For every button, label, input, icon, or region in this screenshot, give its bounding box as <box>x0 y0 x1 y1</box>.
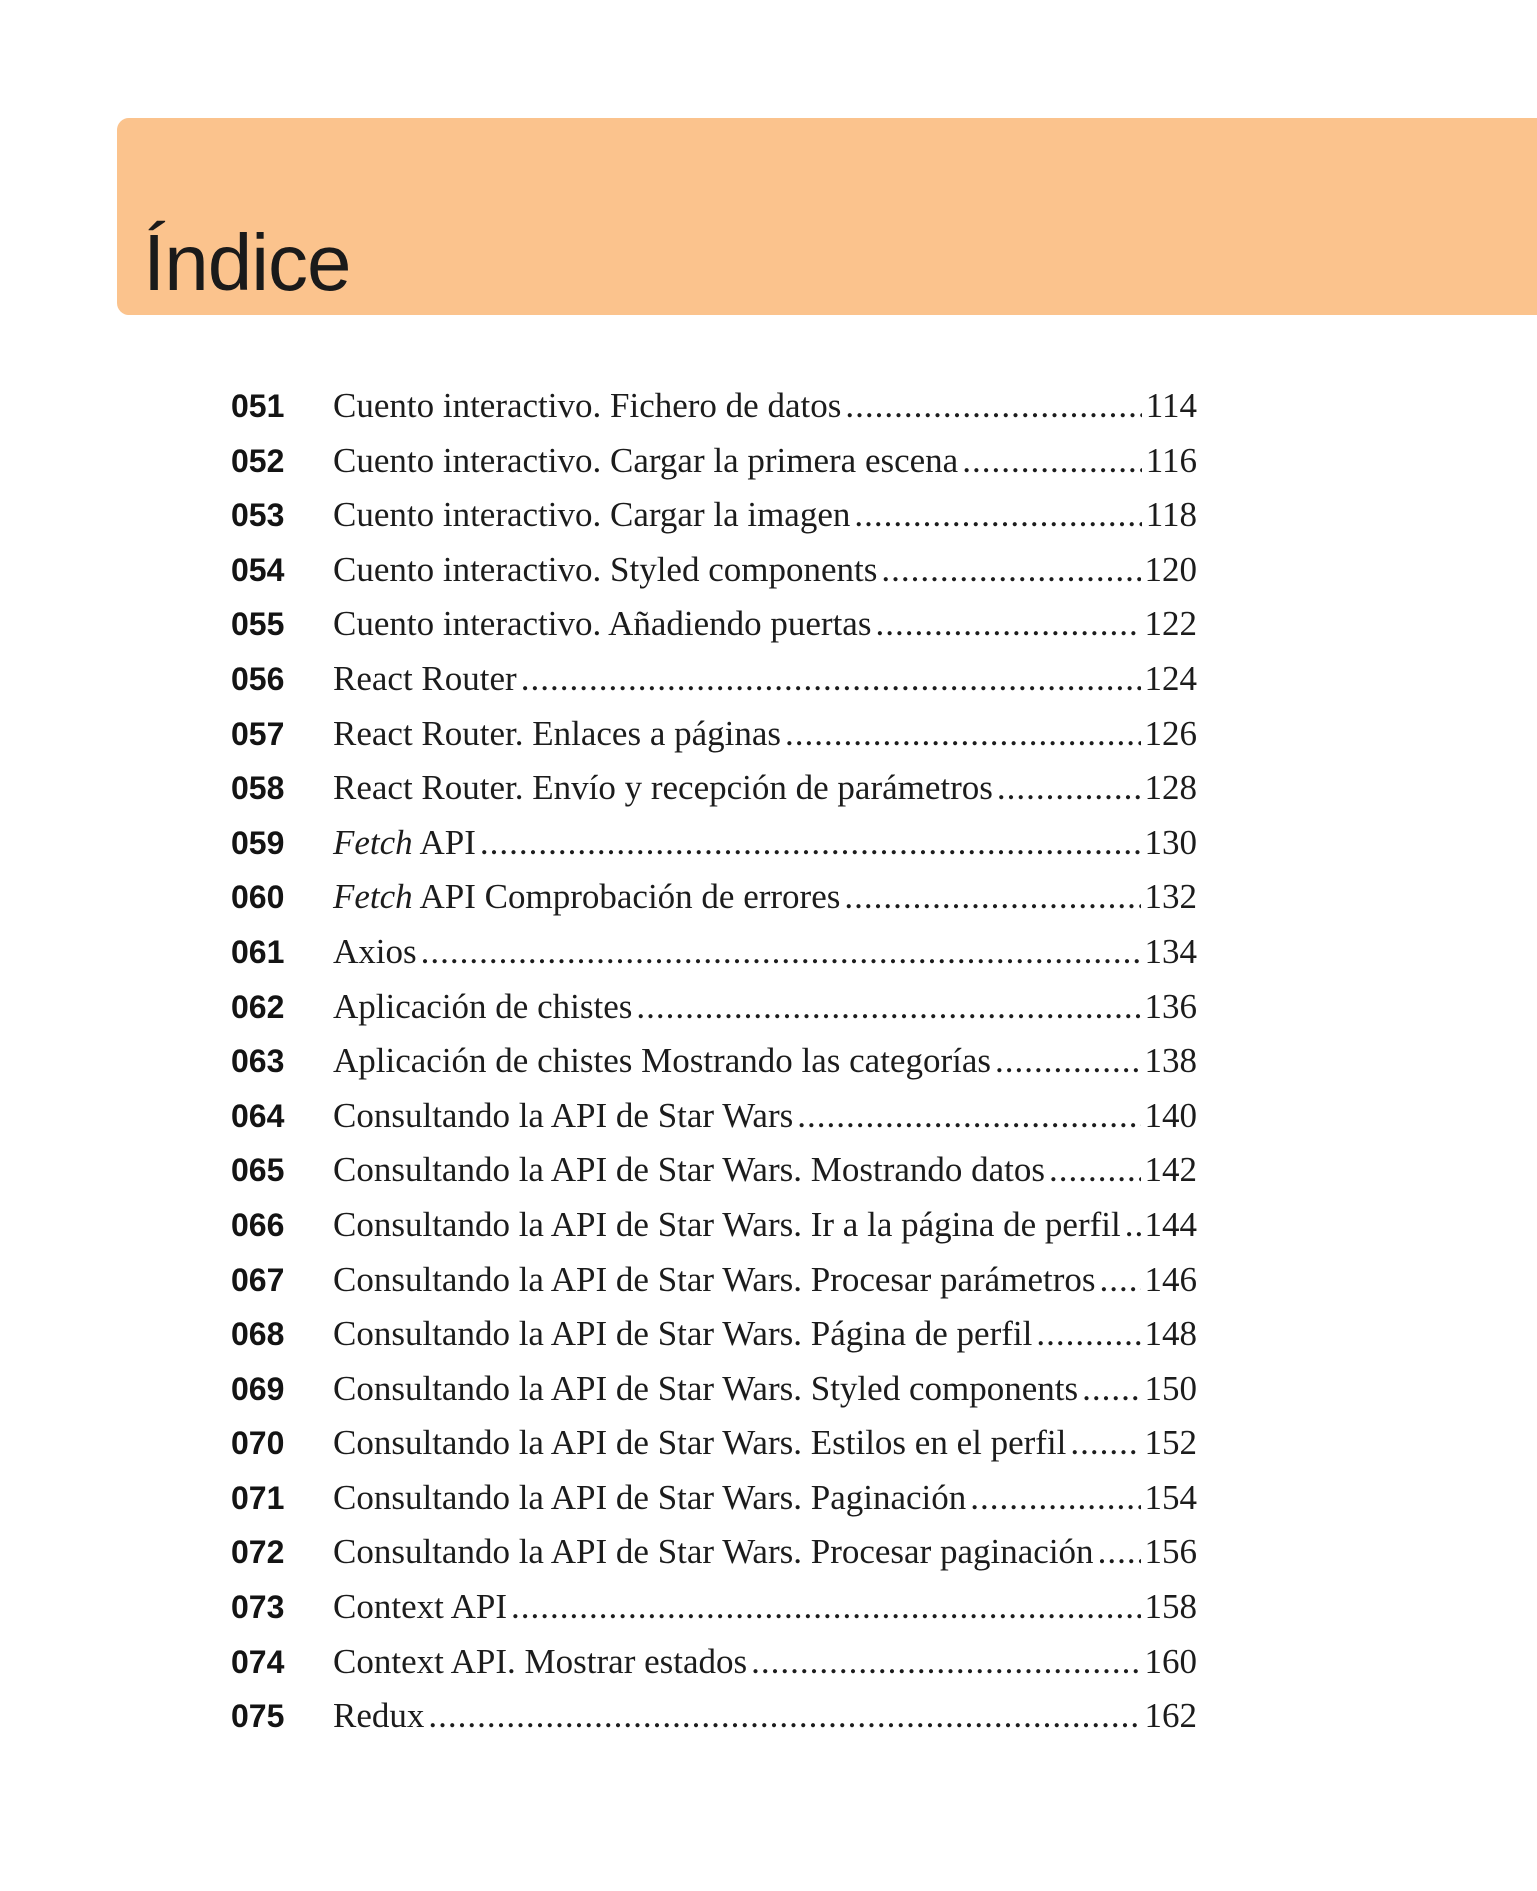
toc-entry-number: 052 <box>231 442 285 479</box>
toc-dot-leader <box>428 1689 1140 1744</box>
toc-entry-number: 063 <box>231 1043 285 1080</box>
toc-entry-number: 072 <box>231 1534 285 1571</box>
toc-entry-title <box>333 1089 793 1144</box>
toc-entry-title-text: Consultando la API de Star Wars. Mostrando datos <box>333 1150 1046 1190</box>
toc-entry[interactable] <box>231 1198 1197 1253</box>
toc-entry-number: 075 <box>231 1698 285 1735</box>
toc-entry-title-text: Cuento interactivo. Styled components <box>333 549 878 589</box>
toc-entry-number: 067 <box>231 1261 285 1298</box>
toc-entry-page: 160 <box>1144 1641 1197 1681</box>
toc-entry-title <box>333 707 781 762</box>
toc-entry[interactable] <box>231 1635 1197 1690</box>
toc-dot-leader <box>636 980 1140 1035</box>
toc-entry-title-text: API <box>412 822 476 862</box>
toc-entry-page: 146 <box>1144 1259 1197 1299</box>
toc-dot-leader <box>797 1089 1140 1144</box>
toc-entry-number: 056 <box>231 660 285 697</box>
toc-dot-leader <box>854 488 1141 543</box>
toc-entry-title <box>333 1635 747 1690</box>
toc-entry-title <box>333 1307 1032 1362</box>
toc-entry-title-text: Cuento interactivo. Cargar la primera escena <box>333 440 959 480</box>
toc-entry-number: 073 <box>231 1589 285 1626</box>
toc-entry-title-text: React Router. Enlaces a páginas <box>333 713 782 753</box>
toc-entry-number: 053 <box>231 497 285 534</box>
toc-entry[interactable] <box>231 1580 1197 1635</box>
toc-entry-title <box>333 761 993 816</box>
toc-dot-leader <box>480 816 1141 871</box>
toc-entry[interactable] <box>231 543 1197 598</box>
toc-entry-page: 124 <box>1144 658 1197 698</box>
toc-entry-title <box>333 652 517 707</box>
toc-entry[interactable] <box>231 1089 1197 1144</box>
toc-entry-number: 065 <box>231 1152 285 1189</box>
toc-entry-number: 055 <box>231 606 285 643</box>
toc-entry-number: 069 <box>231 1370 285 1407</box>
toc-entry[interactable] <box>231 761 1197 816</box>
toc-entry-page: 136 <box>1144 986 1197 1026</box>
toc-entry[interactable] <box>231 1689 1197 1744</box>
toc-entry-title-text: Consultando la API de Star Wars. Paginación <box>333 1477 967 1517</box>
toc-entry-page: 128 <box>1144 768 1197 808</box>
toc-entry-title-text: Cuento interactivo. Fichero de datos <box>333 386 842 425</box>
toc-entry-page: 114 <box>1145 386 1197 425</box>
table-of-contents <box>231 379 1197 1744</box>
toc-entry-page: 152 <box>1144 1423 1197 1463</box>
toc-entry-title-text: Consultando la API de Star Wars. Estilos en el perfil <box>333 1423 1067 1463</box>
toc-entry[interactable] <box>231 925 1197 980</box>
toc-entry[interactable] <box>231 707 1197 762</box>
toc-entry-page: 142 <box>1144 1150 1197 1190</box>
toc-dot-leader <box>881 543 1140 598</box>
toc-entry-title <box>333 543 877 598</box>
toc-dot-leader <box>421 925 1141 980</box>
toc-entry-number: 054 <box>231 551 285 588</box>
toc-dot-leader <box>1070 1416 1140 1471</box>
toc-entry[interactable] <box>231 1471 1197 1526</box>
toc-entry-number: 068 <box>231 1316 285 1353</box>
toc-entry-number: 059 <box>231 824 285 861</box>
toc-entry[interactable] <box>231 1307 1197 1362</box>
toc-dot-leader <box>1049 1143 1140 1198</box>
toc-entry-title-text: Consultando la API de Star Wars. Procesar parámetros <box>333 1259 1096 1299</box>
toc-entry-page: 120 <box>1144 549 1197 589</box>
toc-entry-title <box>333 379 841 434</box>
toc-entry-title-text: React Router. Envío y recepción de parámetros <box>333 768 993 808</box>
toc-dot-leader <box>1099 1253 1140 1308</box>
toc-entry-page: 162 <box>1144 1696 1197 1736</box>
toc-dot-leader <box>875 597 1140 652</box>
toc-entry-title <box>333 488 850 543</box>
toc-entry-title <box>333 1416 1066 1471</box>
toc-entry[interactable] <box>231 434 1197 489</box>
toc-entry-number: 057 <box>231 715 285 752</box>
toc-entry-title-text: Aplicación de chistes Mostrando las categorías <box>333 1041 991 1081</box>
toc-entry[interactable] <box>231 1525 1197 1580</box>
toc-entry[interactable] <box>231 379 1197 434</box>
toc-dot-leader <box>1098 1525 1141 1580</box>
toc-entry-title-text: Consultando la API de Star Wars. Styled components <box>333 1368 1079 1408</box>
toc-entry-number: 058 <box>231 770 285 807</box>
toc-entry-page: 140 <box>1144 1095 1197 1135</box>
toc-dot-leader <box>1082 1362 1140 1417</box>
toc-entry-title <box>333 816 476 871</box>
toc-entry-page: 156 <box>1144 1532 1197 1572</box>
toc-entry-title-text: Cuento interactivo. Añadiendo puertas <box>333 604 872 644</box>
toc-dot-leader <box>521 652 1141 707</box>
toc-entry-page: 122 <box>1144 604 1197 644</box>
toc-entry[interactable] <box>231 1416 1197 1471</box>
toc-entry-number: 070 <box>231 1425 285 1462</box>
toc-dot-leader <box>962 434 1142 489</box>
toc-entry-title <box>333 1034 991 1089</box>
toc-entry-page: 154 <box>1144 1477 1197 1517</box>
toc-dot-leader <box>997 761 1141 816</box>
toc-entry-title <box>333 1362 1078 1417</box>
toc-dot-leader <box>1125 1198 1141 1253</box>
toc-entry[interactable] <box>231 1253 1197 1308</box>
toc-entry-number: 066 <box>231 1206 285 1243</box>
toc-entry-page: 132 <box>1144 877 1197 917</box>
toc-entry-title-emphasis: Fetch <box>333 877 413 917</box>
toc-entry-title-text: Aplicación de chistes <box>333 986 633 1026</box>
toc-entry-number: 061 <box>231 933 285 970</box>
toc-entry[interactable] <box>231 488 1197 543</box>
toc-entry-title-text: Consultando la API de Star Wars. Procesar paginación <box>333 1532 1094 1572</box>
toc-entry-title <box>333 1689 424 1744</box>
toc-entry-title-text: Redux <box>333 1696 425 1736</box>
toc-entry-page: 158 <box>1144 1587 1197 1627</box>
toc-dot-leader <box>511 1580 1140 1635</box>
toc-entry[interactable] <box>231 870 1197 925</box>
header-band <box>117 118 1537 315</box>
toc-entry[interactable] <box>231 652 1197 707</box>
toc-entry-title <box>333 925 417 980</box>
toc-entry-title <box>333 1198 1121 1253</box>
toc-entry-number: 060 <box>231 879 285 916</box>
toc-dot-leader <box>1036 1307 1140 1362</box>
toc-entry-page: 118 <box>1145 495 1197 535</box>
toc-entry-title-text: Consultando la API de Star Wars. Ir a la página de perfil <box>333 1204 1121 1244</box>
toc-entry-title-text: API Comprobación de errores <box>412 877 841 917</box>
toc-dot-leader <box>751 1635 1140 1690</box>
toc-entry-page: 148 <box>1144 1314 1197 1354</box>
toc-entry-page: 150 <box>1144 1368 1197 1408</box>
toc-entry-title <box>333 980 632 1035</box>
toc-entry-title-text: Axios <box>333 931 417 971</box>
toc-entry-title <box>333 1143 1045 1198</box>
toc-dot-leader <box>844 870 1140 925</box>
toc-entry-title <box>333 434 958 489</box>
toc-entry-number: 051 <box>231 388 285 424</box>
toc-entry-title <box>333 1253 1095 1308</box>
toc-entry-title-text: React Router <box>333 658 517 698</box>
toc-entry-title-emphasis: Fetch <box>333 822 413 862</box>
toc-entry-title <box>333 1580 507 1635</box>
toc-entry[interactable] <box>231 597 1197 652</box>
toc-entry-title <box>333 1471 966 1526</box>
toc-entry[interactable] <box>231 1362 1197 1417</box>
toc-entry-page: 130 <box>1144 822 1197 862</box>
toc-dot-leader <box>995 1034 1141 1089</box>
toc-entry-number: 071 <box>231 1479 285 1516</box>
toc-entry-number: 064 <box>231 1097 285 1134</box>
toc-entry-title-text: Consultando la API de Star Wars <box>333 1095 794 1135</box>
toc-entry[interactable] <box>231 1143 1197 1198</box>
toc-entry-title-text: Cuento interactivo. Cargar la imagen <box>333 495 851 535</box>
toc-dot-leader <box>845 379 1141 434</box>
toc-entry-page: 144 <box>1144 1204 1197 1244</box>
toc-entry-title-text: Context API. Mostrar estados <box>333 1641 748 1681</box>
toc-entry-title <box>333 1525 1094 1580</box>
toc-entry[interactable] <box>231 980 1197 1035</box>
toc-entry-page: 126 <box>1144 713 1197 753</box>
toc-dot-leader <box>785 707 1140 762</box>
toc-entry-title <box>333 870 840 925</box>
toc-entry[interactable] <box>231 816 1197 871</box>
toc-entry-title-text: Consultando la API de Star Wars. Página de perfil <box>333 1314 1033 1354</box>
toc-dot-leader <box>970 1471 1140 1526</box>
toc-entry-page: 138 <box>1144 1041 1197 1081</box>
toc-entry-number: 062 <box>231 988 285 1025</box>
toc-entry-page: 116 <box>1145 440 1197 480</box>
toc-entry-title <box>333 597 871 652</box>
toc-entry-number: 074 <box>231 1643 285 1680</box>
toc-entry-title-text: Context API <box>333 1587 508 1627</box>
toc-entry[interactable] <box>231 1034 1197 1089</box>
toc-entry-page: 134 <box>1144 931 1197 971</box>
page-title: Índice <box>143 218 351 307</box>
